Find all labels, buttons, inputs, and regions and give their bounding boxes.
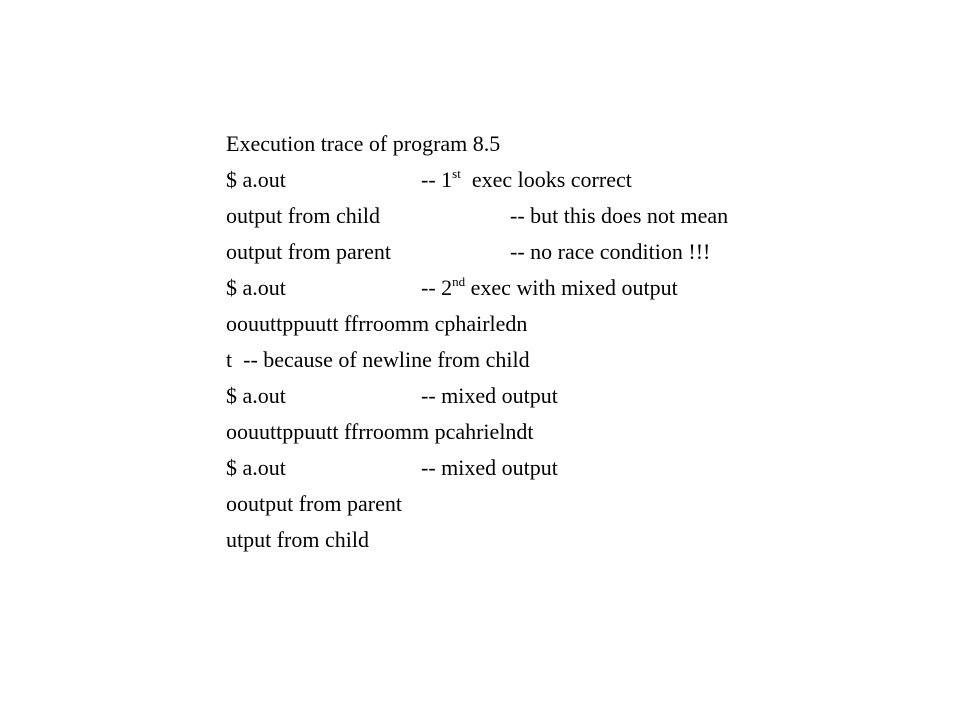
run1-comment-sup: st [452, 166, 461, 181]
run2-comment-sup: nd [452, 274, 466, 289]
run3-command: $ a.out [226, 383, 286, 408]
execution-trace [226, 126, 846, 558]
out2-text: output from parent [226, 239, 391, 264]
run1-command: $ a.out [226, 167, 286, 192]
run1-comment-post: exec looks correct [460, 167, 632, 192]
mixed3b-text: utput from child [226, 527, 369, 552]
trace-title-text: Execution trace of program 8.5 [226, 131, 501, 156]
run3-comment: -- mixed output [421, 383, 558, 408]
run2-comment [421, 270, 678, 306]
trace-line-mixed2 [226, 414, 846, 450]
trace-line-mixed3b [226, 522, 846, 558]
mixed1-text: oouuttppuutt ffrroomm cphairledn [226, 311, 528, 336]
out1-comment: -- but this does not mean [510, 203, 729, 228]
trace-line-out1 [226, 198, 846, 234]
out1-text: output from child [226, 203, 380, 228]
trace-title [226, 126, 846, 162]
run2-comment-pre: -- 2 [421, 275, 453, 300]
trace-line-run2 [226, 270, 846, 306]
trace-line-run1 [226, 162, 846, 198]
trace-line-out2 [226, 234, 846, 270]
mixed3a-text: ooutput from parent [226, 491, 402, 516]
run1-comment [421, 162, 632, 198]
out2-comment: -- no race condition !!! [510, 239, 711, 264]
trace-line-run4 [226, 450, 846, 486]
run2-command: $ a.out [226, 275, 286, 300]
trace-line-mixed3a [226, 486, 846, 522]
trace-line-mixed1 [226, 306, 846, 342]
mixed1-cont-text: t -- because of newline from child [226, 347, 530, 372]
run4-command: $ a.out [226, 455, 286, 480]
trace-line-mixed1-cont [226, 342, 846, 378]
mixed2-text: oouuttppuutt ffrroomm pcahrielndt [226, 419, 534, 444]
run2-comment-post: exec with mixed output [465, 275, 678, 300]
run4-comment: -- mixed output [421, 455, 558, 480]
trace-line-run3 [226, 378, 846, 414]
run1-comment-pre: -- 1 [421, 167, 453, 192]
